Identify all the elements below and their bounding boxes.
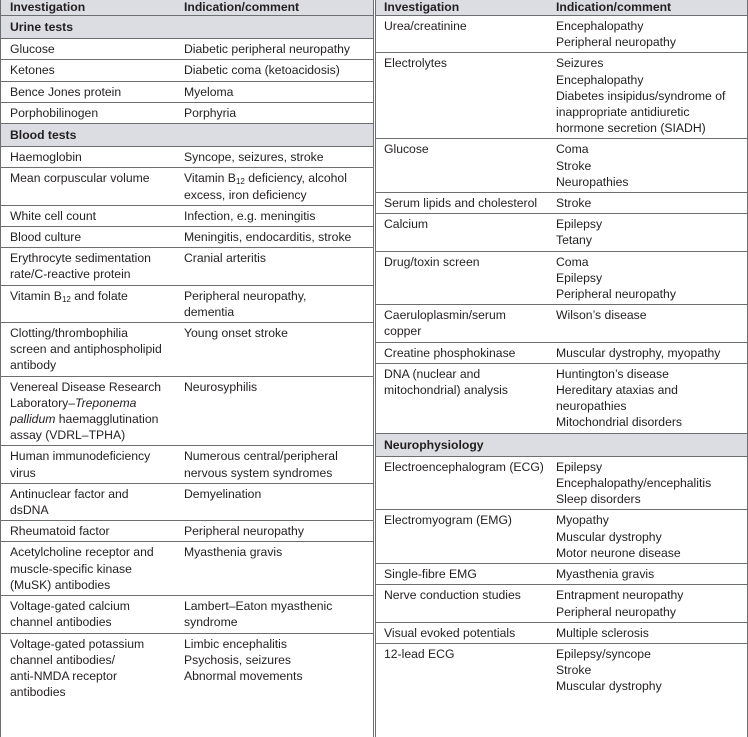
- investigation-text: dsDNA: [10, 503, 49, 518]
- indication-text: Stroke: [556, 663, 592, 678]
- investigation-text: Mean corpuscular volume: [10, 171, 150, 186]
- investigation-text: Drug/toxin screen: [384, 254, 480, 269]
- table-row: [376, 623, 747, 644]
- indication-text: Stroke: [556, 158, 592, 173]
- table-row: [376, 564, 747, 585]
- table-row: [1, 147, 373, 168]
- investigation-text: White cell count: [10, 208, 97, 223]
- indication-text: Hereditary ataxias and: [556, 383, 678, 398]
- table-row: [376, 252, 747, 306]
- indication-text: Neurosyphilis: [184, 379, 258, 394]
- indication-text: Abnormal movements: [184, 668, 303, 683]
- indication-text: Seizures: [556, 56, 604, 71]
- investigation-text: channel antibodies/: [10, 652, 116, 667]
- investigation-text: Rheumatoid factor: [10, 524, 110, 539]
- investigation-text: Electroencephalogram (ECG): [384, 459, 544, 474]
- investigation-text: Ketones: [10, 63, 55, 78]
- table-row: [1, 377, 373, 447]
- header-investigation: Investigation: [10, 0, 86, 14]
- indication-text: hormone secretion (SIADH): [556, 121, 706, 136]
- indication-text: Mitochondrial disorders: [556, 415, 682, 430]
- section-urine-tests: Urine tests: [1, 16, 373, 39]
- table-row: [1, 168, 373, 205]
- indication-text: Encephalopathy/encephalitis: [556, 476, 712, 491]
- indication-text: Wilson’s disease: [556, 308, 647, 323]
- investigation-text: muscle-specific kinase: [10, 561, 132, 576]
- table-row: [1, 286, 373, 323]
- indication-text: Demyelination: [184, 486, 262, 501]
- table-row: [376, 16, 747, 53]
- indication-text: Neuropathies: [556, 174, 629, 189]
- table-row: [1, 484, 373, 521]
- investigation-text: Voltage-gated potassium: [10, 636, 145, 651]
- investigation-text: Haemoglobin: [10, 150, 82, 165]
- indication-text: Cranial arteritis: [184, 251, 266, 266]
- header-indication: Indication/comment: [184, 0, 300, 14]
- indication-text: Peripheral neuropathy: [556, 604, 676, 619]
- investigation-text: 12-lead ECG: [384, 646, 455, 661]
- table-row: [376, 53, 747, 139]
- indication-text: neuropathies: [556, 399, 627, 414]
- investigation-text: Erythrocyte sedimentation: [10, 251, 151, 266]
- table-row: [1, 82, 373, 103]
- table-header: [376, 0, 747, 16]
- investigation-text: rate/C-reactive protein: [10, 267, 131, 282]
- indication-text: Porphyria: [184, 105, 237, 120]
- investigation-text: Electromyogram (EMG): [384, 513, 512, 528]
- table-row: [376, 214, 747, 251]
- table-row: [376, 585, 747, 622]
- indication-text: Multiple sclerosis: [556, 625, 649, 640]
- table-row: [1, 248, 373, 285]
- table-row: [1, 446, 373, 483]
- indication-text: Limbic encephalitis: [184, 636, 287, 651]
- investigation-text: Venereal Disease Research: [10, 379, 162, 394]
- indication-text: Coma: [556, 142, 589, 157]
- indication-text: Lambert–Eaton myasthenic: [184, 599, 333, 614]
- investigation-text: Glucose: [10, 42, 55, 57]
- indication-text: Peripheral neuropathy: [184, 524, 304, 539]
- indication-text: Young onset stroke: [184, 326, 288, 341]
- investigation-text: DNA (nuclear and: [384, 366, 481, 381]
- table-row: [376, 193, 747, 214]
- investigation-text: (MuSK) antibodies: [10, 577, 111, 592]
- indication-text: Muscular dystrophy, myopathy: [556, 345, 721, 360]
- indication-text: Epilepsy: [556, 270, 603, 285]
- section-neurophysiology: Neurophysiology: [376, 434, 747, 457]
- indication-text: Epilepsy: [556, 217, 603, 232]
- table-row: [1, 596, 373, 633]
- investigation-text: Urea/creatinine: [384, 19, 467, 33]
- investigation-text: Acetylcholine receptor and: [10, 545, 154, 560]
- table-row: [376, 510, 747, 564]
- investigation-text: Serum lipids and cholesterol: [384, 196, 538, 211]
- indication-text: Meningitis, endocarditis, stroke: [184, 230, 352, 245]
- indication-text: inappropriate antidiuretic: [556, 105, 690, 120]
- table-row: [1, 521, 373, 542]
- table-header: [1, 0, 373, 16]
- investigation-text: antibody: [10, 358, 57, 373]
- indication-text: Stroke: [556, 196, 592, 211]
- investigation-text: channel antibodies: [10, 615, 112, 630]
- investigation-text: pallidum haemagglutination: [10, 412, 159, 427]
- indication-text: Coma: [556, 254, 589, 269]
- investigation-text: Nerve conduction studies: [384, 588, 521, 603]
- investigation-text: assay (VDRL–TPHA): [10, 428, 126, 443]
- table-row: [376, 457, 747, 511]
- indication-text: Syncope, seizures, stroke: [184, 150, 324, 165]
- investigation-text: Voltage-gated calcium: [10, 599, 130, 614]
- indication-text: Muscular dystrophy: [556, 679, 662, 694]
- investigation-text: antibodies: [10, 685, 66, 700]
- header-indication: Indication/comment: [556, 0, 672, 14]
- table-row: [1, 60, 373, 81]
- investigation-text: Calcium: [384, 217, 429, 232]
- indication-text: Encephalopathy: [556, 72, 644, 87]
- table-row: [1, 227, 373, 248]
- indication-text: Epilepsy: [556, 459, 603, 474]
- indication-text: Tetany: [556, 233, 592, 248]
- investigation-text: Single-fibre EMG: [384, 567, 477, 582]
- indication-text: nervous system syndromes: [184, 465, 333, 480]
- table-row: [1, 103, 373, 124]
- table-row: [376, 364, 747, 434]
- indication-text: Infection, e.g. meningitis: [184, 208, 316, 223]
- investigation-text: Electrolytes: [384, 56, 447, 71]
- investigation-text: copper: [384, 324, 422, 339]
- indication-text: Huntington’s disease: [556, 366, 669, 381]
- investigation-text: Caeruloplasmin/serum: [384, 308, 506, 323]
- indication-text: Peripheral neuropathy: [556, 35, 676, 50]
- investigation-text: Human immunodeficiency: [10, 449, 151, 464]
- right-table-column: [375, 0, 748, 737]
- table-row: [1, 323, 373, 377]
- indication-text: Muscular dystrophy: [556, 529, 662, 544]
- indication-text: Myasthenia gravis: [556, 567, 655, 582]
- investigation-text: Clotting/thrombophilia: [10, 326, 128, 341]
- investigation-text: Porphobilinogen: [10, 105, 99, 120]
- indication-text: Peripheral neuropathy,: [184, 288, 307, 303]
- table-row: [376, 644, 747, 697]
- header-investigation: Investigation: [384, 0, 460, 14]
- table-row: [376, 343, 747, 364]
- indication-text: Myopathy: [556, 513, 609, 528]
- table-row: [1, 39, 373, 60]
- section-blood-tests: Blood tests: [1, 124, 373, 147]
- indication-text: Peripheral neuropathy: [556, 287, 676, 302]
- table-row: [1, 634, 373, 703]
- investigation-text: Bence Jones protein: [10, 84, 122, 99]
- indication-text: excess, iron deficiency: [184, 187, 307, 202]
- indication-text: Sleep disorders: [556, 492, 641, 507]
- indication-text: Motor neurone disease: [556, 545, 681, 560]
- table-row: [376, 305, 747, 342]
- investigation-text: Creatine phosphokinase: [384, 345, 516, 360]
- indication-text: Diabetic peripheral neuropathy: [184, 42, 350, 57]
- indication-text: Epilepsy/syncope: [556, 646, 651, 661]
- investigation-text: Blood culture: [10, 230, 82, 245]
- indication-text: Numerous central/peripheral: [184, 449, 338, 464]
- indication-text: Diabetic coma (ketoacidosis): [184, 63, 340, 78]
- investigation-text: Laboratory–Treponema: [10, 395, 137, 410]
- investigation-text: screen and antiphospholipid: [10, 342, 162, 357]
- indication-text: Psychosis, seizures: [184, 652, 292, 667]
- indication-text: dementia: [184, 304, 235, 319]
- indication-text: Diabetes insipidus/syndrome of: [556, 88, 726, 103]
- table-row: [1, 542, 373, 596]
- indication-text: Vitamin $B_{12}$ deficiency, alcohol: [184, 171, 347, 187]
- table-row: [376, 139, 747, 193]
- indication-text: Myeloma: [184, 84, 234, 99]
- table-row: [1, 206, 373, 227]
- investigation-text: Vitamin $B_{12}$ and folate: [10, 288, 128, 304]
- investigation-text: mitochondrial) analysis: [384, 383, 508, 398]
- investigation-text: Antinuclear factor and: [10, 486, 129, 501]
- investigation-text: virus: [10, 465, 36, 480]
- investigation-text: Visual evoked potentials: [384, 625, 516, 640]
- indication-text: syndrome: [184, 615, 238, 630]
- indication-text: Myasthenia gravis: [184, 545, 283, 560]
- indication-text: Encephalopathy: [556, 19, 644, 33]
- investigation-text: anti-NMDA receptor: [10, 668, 118, 683]
- investigation-text: Glucose: [384, 142, 429, 157]
- indication-text: Entrapment neuropathy: [556, 588, 684, 603]
